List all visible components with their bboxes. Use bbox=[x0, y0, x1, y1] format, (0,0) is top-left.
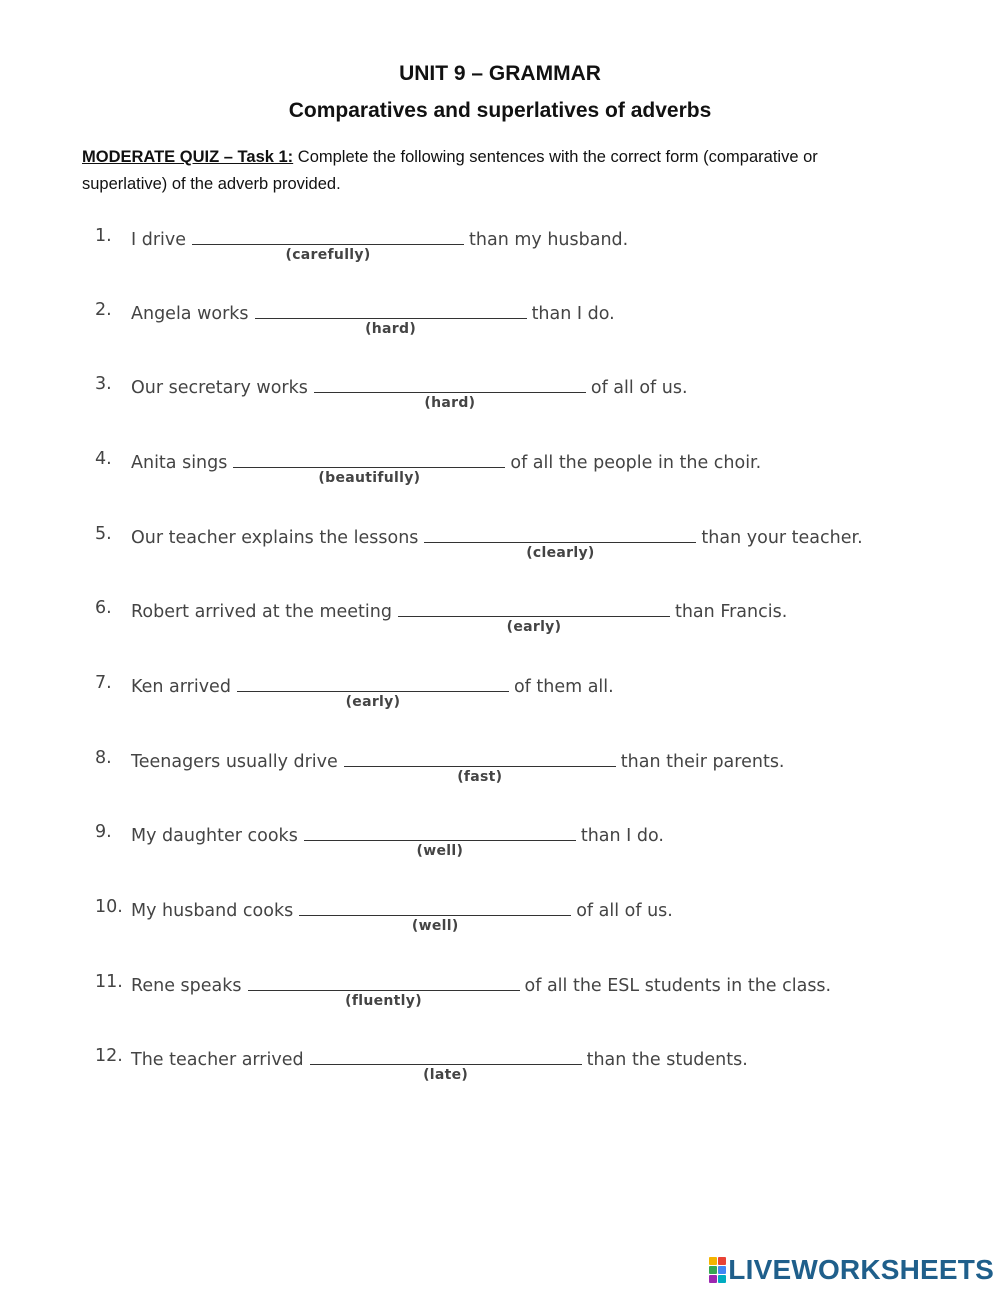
item-suffix: of all of us. bbox=[590, 378, 688, 398]
logo-block bbox=[709, 1275, 717, 1283]
item-suffix: of all the people in the choir. bbox=[510, 453, 762, 473]
item-suffix: than your teacher. bbox=[701, 528, 863, 548]
item-number: 5. bbox=[95, 524, 112, 544]
item-prefix: Angela works bbox=[131, 304, 249, 324]
exercise-item bbox=[95, 972, 955, 1022]
exercise-item bbox=[95, 300, 955, 350]
adverb-hint: (late) bbox=[423, 1067, 469, 1083]
exercise-item bbox=[95, 374, 955, 424]
liveworksheets-logo-icon bbox=[709, 1257, 726, 1283]
answer-blank[interactable] bbox=[299, 897, 571, 934]
item-prefix: Ken arrived bbox=[131, 677, 231, 697]
instructions-text: Complete the following sentences with the correct form (comparative or superlative) of the adverb provided. bbox=[82, 148, 818, 193]
instructions bbox=[82, 144, 902, 198]
adverb-hint: (fluently) bbox=[345, 993, 422, 1009]
logo-block bbox=[718, 1257, 726, 1265]
adverb-hint: (well) bbox=[416, 843, 464, 859]
item-prefix: Teenagers usually drive bbox=[131, 752, 338, 772]
item-prefix: Robert arrived at the meeting bbox=[131, 602, 392, 622]
item-number: 12. bbox=[95, 1046, 123, 1066]
exercise-item bbox=[95, 897, 955, 947]
item-suffix: than I do. bbox=[531, 304, 615, 324]
item-suffix: than Francis. bbox=[674, 602, 788, 622]
item-number: 2. bbox=[95, 300, 112, 320]
logo-text: LIVEWORKSHEETS bbox=[728, 1254, 994, 1285]
item-number: 3. bbox=[95, 374, 112, 394]
item-suffix: than I do. bbox=[580, 826, 664, 846]
item-suffix: of all of us. bbox=[576, 901, 673, 921]
item-prefix: Our teacher explains the lessons bbox=[131, 528, 419, 548]
answer-blank[interactable] bbox=[398, 598, 670, 635]
item-prefix: Rene speaks bbox=[131, 976, 242, 996]
answer-blank[interactable] bbox=[255, 300, 527, 337]
answer-blank[interactable] bbox=[310, 1046, 582, 1083]
item-number: 10. bbox=[95, 897, 123, 917]
exercise-item bbox=[95, 449, 955, 499]
exercise-item bbox=[95, 822, 955, 872]
adverb-hint: (hard) bbox=[424, 395, 476, 411]
adverb-hint: (hard) bbox=[365, 321, 417, 337]
item-prefix: Anita sings bbox=[131, 453, 228, 473]
exercise-item bbox=[95, 1046, 955, 1096]
exercise-item bbox=[95, 524, 955, 574]
item-prefix: The teacher arrived bbox=[131, 1050, 304, 1070]
adverb-hint: (early) bbox=[345, 694, 401, 710]
item-suffix: of all the ESL students in the class. bbox=[524, 976, 832, 996]
item-number: 1. bbox=[95, 226, 112, 246]
logo-block bbox=[709, 1257, 717, 1265]
adverb-hint: (well) bbox=[411, 918, 459, 934]
item-suffix: of them all. bbox=[513, 677, 614, 697]
answer-blank[interactable] bbox=[344, 748, 616, 785]
exercise-item bbox=[95, 748, 955, 798]
item-number: 6. bbox=[95, 598, 112, 618]
item-suffix: than my husband. bbox=[469, 230, 629, 250]
item-number: 7. bbox=[95, 673, 112, 693]
item-suffix: than the students. bbox=[586, 1050, 748, 1070]
adverb-hint: (fast) bbox=[457, 769, 503, 785]
answer-blank[interactable] bbox=[248, 972, 520, 1009]
task-label: MODERATE QUIZ – Task 1: bbox=[82, 148, 294, 166]
answer-blank[interactable] bbox=[424, 524, 696, 561]
answer-blank[interactable] bbox=[314, 374, 586, 411]
liveworksheets-logo bbox=[709, 1254, 994, 1286]
unit-title: UNIT 9 – GRAMMAR bbox=[399, 62, 601, 85]
item-number: 4. bbox=[95, 449, 112, 469]
item-number: 8. bbox=[95, 748, 112, 768]
logo-block bbox=[718, 1275, 726, 1283]
item-number: 9. bbox=[95, 822, 112, 842]
item-suffix: than their parents. bbox=[620, 752, 785, 772]
adverb-hint: (clearly) bbox=[526, 545, 595, 561]
page-title: Comparatives and superlatives of adverbs bbox=[288, 99, 712, 122]
answer-blank[interactable] bbox=[237, 673, 509, 710]
exercise-item bbox=[95, 226, 955, 276]
answer-blank[interactable] bbox=[233, 449, 505, 486]
item-prefix: My daughter cooks bbox=[131, 826, 298, 846]
item-prefix: My husband cooks bbox=[131, 901, 294, 921]
adverb-hint: (early) bbox=[506, 619, 562, 635]
answer-blank[interactable] bbox=[192, 226, 464, 263]
logo-block bbox=[709, 1266, 717, 1274]
adverb-hint: (carefully) bbox=[285, 247, 371, 263]
logo-block bbox=[718, 1266, 726, 1274]
answer-blank[interactable] bbox=[304, 822, 576, 859]
exercise-item bbox=[95, 598, 955, 648]
adverb-hint: (beautifully) bbox=[318, 470, 421, 486]
item-number: 11. bbox=[95, 972, 123, 992]
item-prefix: Our secretary works bbox=[131, 378, 308, 398]
item-prefix: I drive bbox=[131, 230, 187, 250]
exercise-item bbox=[95, 673, 955, 723]
